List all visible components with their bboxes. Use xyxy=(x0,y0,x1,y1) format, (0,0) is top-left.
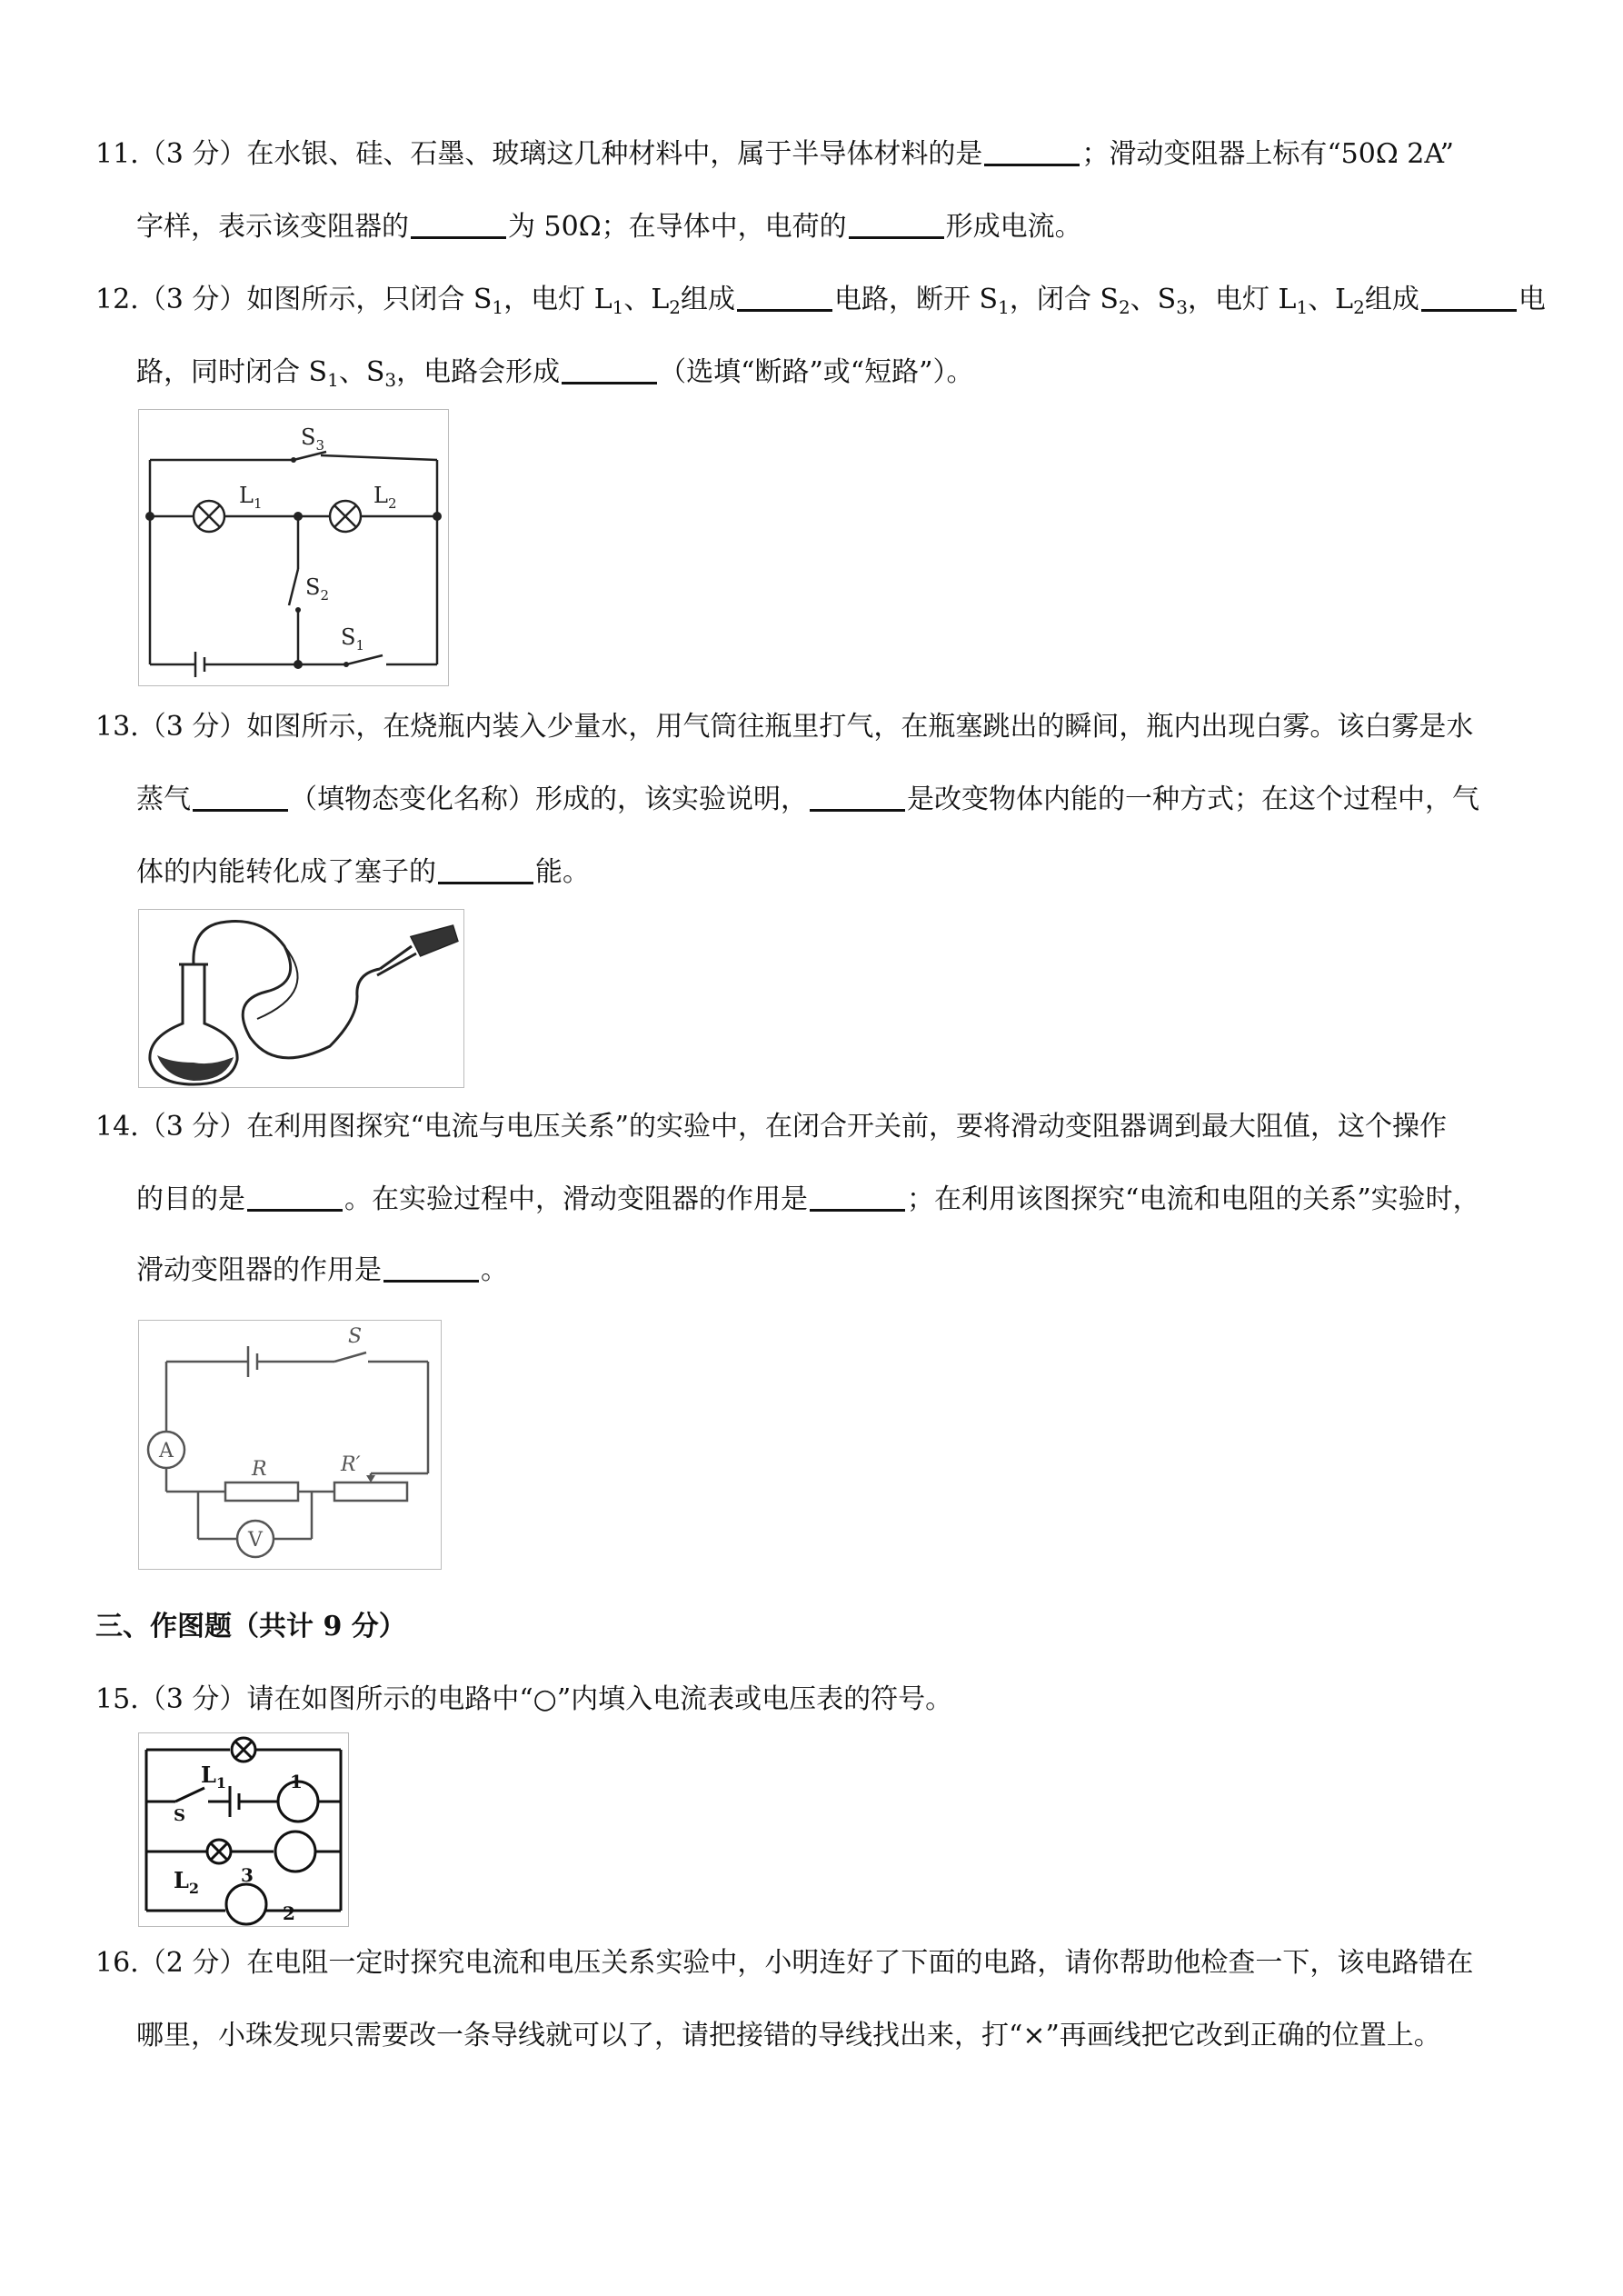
q13-blank-3[interactable] xyxy=(438,854,533,884)
q13-text-a: 13.（3 分）如图所示，在烧瓶内装入少量水，用气筒往瓶里打气，在瓶塞跳出的瞬间，瓶内出现白雾。该白雾是水 xyxy=(95,711,1474,743)
q13-line3 xyxy=(136,854,1623,891)
q11-line1 xyxy=(95,136,1623,173)
q11-text-a: 11.（3 分）在水银、硅、石墨、玻璃这几种材料中，属于半导体材料的是 xyxy=(95,138,983,170)
q14-text-b: 的目的是 xyxy=(136,1183,245,1215)
q12-label-L1: $L_1$ xyxy=(239,483,263,512)
q12-sub: 1 xyxy=(492,296,504,318)
q12-blank-2[interactable] xyxy=(1421,282,1517,312)
q12-text-e: 电路，断开 S xyxy=(834,284,999,315)
q12-text-o: （选填“断路”或“短路”）。 xyxy=(659,356,974,388)
q15-circuit-figure xyxy=(138,1732,349,1927)
q13-text-b: 蒸气 xyxy=(136,784,191,815)
q12-text-b: ，电灯 L xyxy=(503,284,612,315)
section-heading: 三、作图题（共计 9 分） xyxy=(95,1611,406,1642)
q15-label-L2: $L_2$ xyxy=(174,1867,200,1897)
q11-line2 xyxy=(136,209,1623,245)
q15-label-3: 3 xyxy=(241,1864,254,1886)
q14-label-R: R xyxy=(252,1458,267,1481)
q14-line2 xyxy=(136,1182,1623,1218)
q12-text-j: 组成 xyxy=(1364,284,1419,315)
q12-label-S1: $S_1$ xyxy=(341,624,364,654)
q12-text-d: 组成 xyxy=(681,284,736,315)
q14-text-c: 。在实验过程中，滑动变阻器的作用是 xyxy=(344,1183,808,1215)
q14-blank-3[interactable] xyxy=(383,1253,479,1283)
q13-line1 xyxy=(95,709,1623,745)
q14-text-d: ；在利用该图探究“电流和电阻的关系”实验时， xyxy=(907,1183,1480,1215)
q12-text-n: ，电路会形成 xyxy=(396,356,561,388)
q12-text-l: 路，同时闭合 S xyxy=(136,356,328,388)
q12-label-S2: $S_2$ xyxy=(305,574,329,604)
q15-text: 15.（3 分）请在如图所示的电路中“○”内填入电流表或电压表的符号。 xyxy=(95,1683,953,1715)
q11-blank-3[interactable] xyxy=(849,209,944,239)
q12-line2 xyxy=(136,354,1623,398)
q14-label-V: V xyxy=(248,1529,263,1552)
q12-text-h: ，电灯 L xyxy=(1187,284,1297,315)
q15-line1 xyxy=(95,1682,1623,1718)
q13-text-d: 是改变物体内能的一种方式；在这个过程中，气 xyxy=(907,784,1479,815)
q12-sub: 3 xyxy=(1176,296,1188,318)
q12-text-i: 、L xyxy=(1308,284,1354,315)
q13-text-e: 体的内能转化成了塞子的 xyxy=(136,856,436,888)
q12-sub: 3 xyxy=(384,369,397,391)
q14-line3 xyxy=(136,1253,1623,1289)
q14-label-R2: R′ xyxy=(341,1453,361,1476)
q14-blank-1[interactable] xyxy=(247,1182,343,1212)
q12-circuit-svg xyxy=(139,410,448,685)
q15-label-2: 2 xyxy=(283,1902,295,1924)
q14-text-e: 滑动变阻器的作用是 xyxy=(136,1254,382,1286)
q12-sub: 1 xyxy=(612,296,624,318)
q14-label-S: S xyxy=(348,1325,363,1348)
q13-line2 xyxy=(136,782,1623,818)
q12-text-a: 12.（3 分）如图所示，只闭合 S xyxy=(95,284,493,315)
q12-label-S3: $S_3$ xyxy=(301,424,324,454)
q14-circuit-svg xyxy=(139,1321,441,1569)
q12-blank-3[interactable] xyxy=(562,354,657,384)
q12-text-m: 、S xyxy=(338,356,385,388)
q16-line2 xyxy=(136,2018,1623,2054)
q12-text-g: 、S xyxy=(1130,284,1177,315)
q15-label-S: S xyxy=(174,1806,185,1825)
q14-circuit-figure xyxy=(138,1320,442,1570)
q13-blank-1[interactable] xyxy=(193,782,288,812)
q11-text-d: 为 50Ω；在导体中，电荷的 xyxy=(508,211,847,243)
q12-line1 xyxy=(95,282,1623,325)
q14-text-a: 14.（3 分）在利用图探究“电流与电压关系”的实验中，在闭合开关前，要将滑动变阻器调到最大阻值，这个操作 xyxy=(95,1111,1448,1143)
q12-sub: 2 xyxy=(1118,296,1130,318)
q11-blank-2[interactable] xyxy=(411,209,506,239)
q12-sub: 2 xyxy=(1353,296,1365,318)
q13-text-f: 能。 xyxy=(535,856,590,888)
q12-label-L2: $L_2$ xyxy=(373,483,397,512)
q11-text-e: 形成电流。 xyxy=(945,211,1082,243)
q15-circuit-svg xyxy=(139,1733,348,1926)
q16-text-b: 哪里，小珠发现只需要改一条导线就可以了，请把接错的导线找出来，打“×”再画线把它改到正确的位置上。 xyxy=(136,2020,1441,2051)
q13-flask-figure xyxy=(138,909,464,1088)
q13-blank-2[interactable] xyxy=(810,782,905,812)
q11-text-c: 字样，表示该变阻器的 xyxy=(136,211,409,243)
q13-text-c: （填物态变化名称）形成的，该实验说明， xyxy=(290,784,808,815)
q12-text-f: ，闭合 S xyxy=(1009,284,1119,315)
q12-sub: 1 xyxy=(1296,296,1309,318)
q13-flask-svg xyxy=(139,910,463,1087)
q12-text-c: 、L xyxy=(623,284,670,315)
q15-label-L1: $L_1$ xyxy=(201,1762,227,1792)
q14-label-A: A xyxy=(159,1440,174,1462)
q16-line1 xyxy=(95,1945,1623,1982)
q12-sub: 1 xyxy=(327,369,339,391)
q15-label-1: 1 xyxy=(290,1771,303,1792)
q12-blank-1[interactable] xyxy=(737,282,832,312)
q12-text-k: 电 xyxy=(1518,284,1546,315)
q14-blank-2[interactable] xyxy=(810,1182,905,1212)
q12-sub: 1 xyxy=(998,296,1010,318)
q12-sub: 2 xyxy=(669,296,682,318)
q14-line1 xyxy=(95,1109,1623,1145)
q16-text-a: 16.（2 分）在电阻一定时探究电流和电压关系实验中，小明连好了下面的电路，请你帮助他检查一下，该电路错在 xyxy=(95,1947,1474,1979)
q11-text-b: ；滑动变阻器上标有“50Ω 2A” xyxy=(1081,138,1454,170)
q14-text-f: 。 xyxy=(481,1254,508,1286)
q12-circuit-figure xyxy=(138,409,449,686)
q11-blank-1[interactable] xyxy=(984,136,1080,166)
